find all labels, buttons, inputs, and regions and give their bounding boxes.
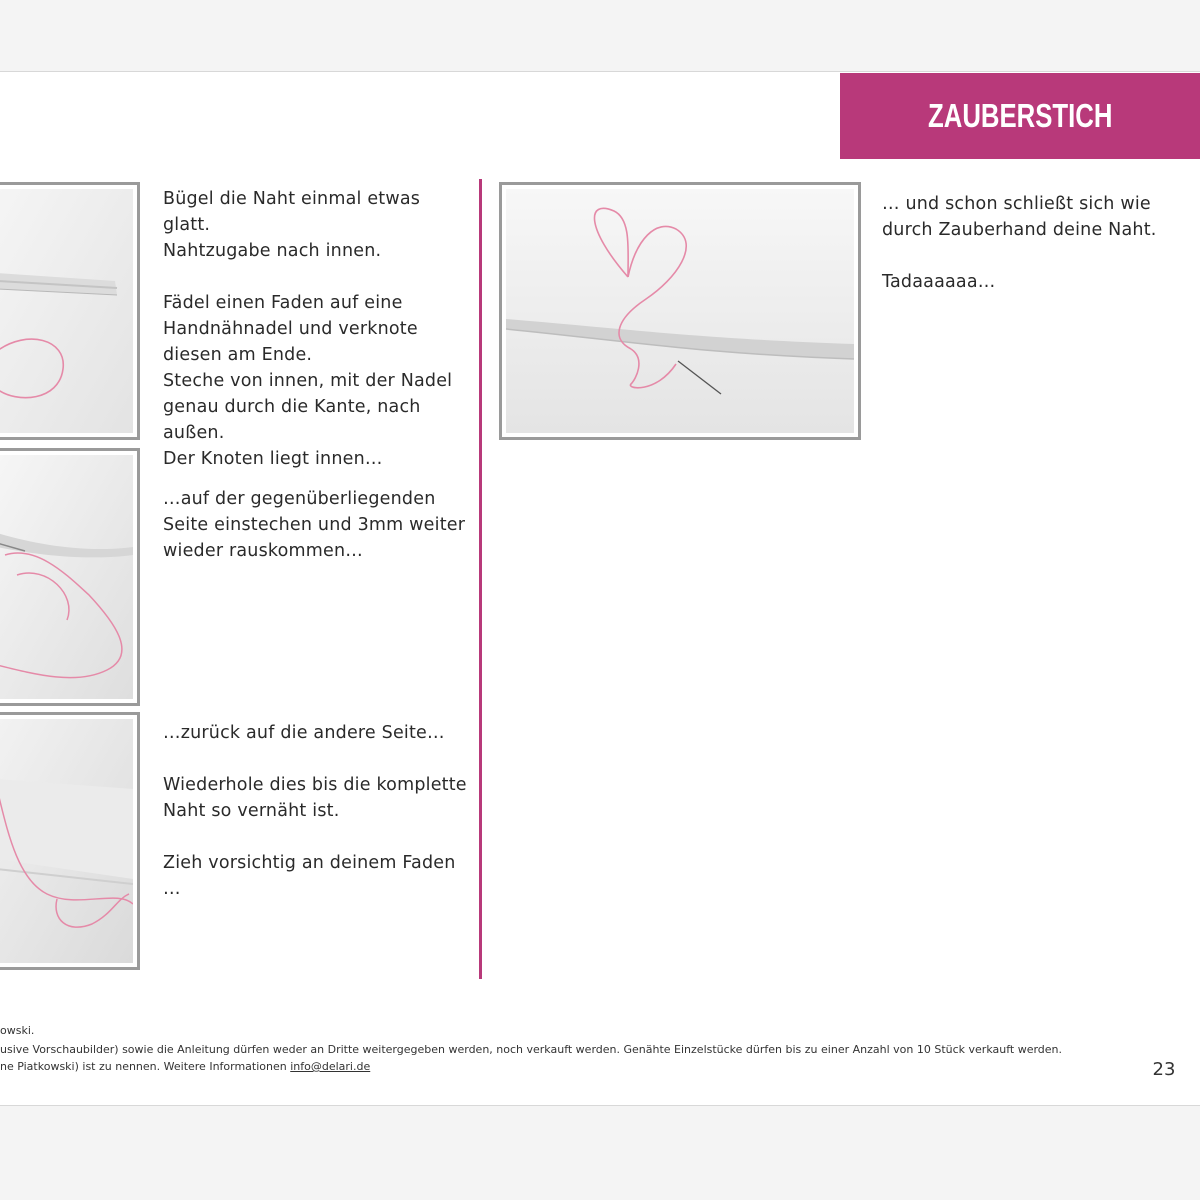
needle-thread-photo [0,455,133,699]
result-photo [499,182,861,440]
step-3-paragraph-2: Wiederhole dies bis die komplette Naht so vernäht ist. [163,775,467,821]
step-photo-1 [0,182,140,440]
footer-line-3 [0,1059,370,1075]
step-1-text [163,186,473,472]
section-banner [840,73,1200,159]
result-paragraph-1: … und schon schließt sich wie durch Zauberhand deine Naht. [882,194,1157,240]
result-text [882,191,1182,295]
step-3-paragraph-1: …zurück auf die andere Seite… [163,723,445,743]
step-2-text [163,486,473,564]
step-1-paragraph-2: Fädel einen Faden auf eine Handnähnadel und verknote diesen am Ende. Steche von innen, mit der Nadel genau durch die Kante, nach außen. Der Knoten liegt innen… [163,293,453,469]
fabric-fold-photo [0,189,133,433]
result-paragraph-2: Tadaaaaaa… [882,272,996,292]
document-page [0,71,1200,1106]
footer-line-1: owski. [0,1024,35,1037]
step-3-text [163,720,473,902]
column-divider [479,179,482,979]
heart-thread-photo [506,189,854,433]
step-3-paragraph-3: Zieh vorsichtig an deinem Faden … [163,853,456,899]
step-1-paragraph-1: Bügel die Naht einmal etwas glatt. Nahtzugabe nach innen. [163,189,421,261]
step-photo-2 [0,448,140,706]
footer-line-3-text: ne Piatkowski) ist zu nennen. Weitere Informationen [0,1060,291,1073]
step-photo-3 [0,712,140,970]
page-number: 23 [1152,1059,1176,1080]
step-2-paragraph-1: …auf der gegenüberliegenden Seite einstechen und 3mm weiter wieder rauskommen… [163,489,466,561]
footer-email-link[interactable]: info@delari.de [290,1060,371,1073]
section-title: ZAUBERSTICH [927,97,1113,134]
footer-line-2: usive Vorschaubilder) sowie die Anleitung dürfen weder an Dritte weitergegeben werden, noch verkauft werden. Genähte Einzelstücke dürfen bis zu einer Anzahl von 10 Stück verkauft werden. [0,1043,1063,1056]
thread-pull-photo [0,719,133,963]
